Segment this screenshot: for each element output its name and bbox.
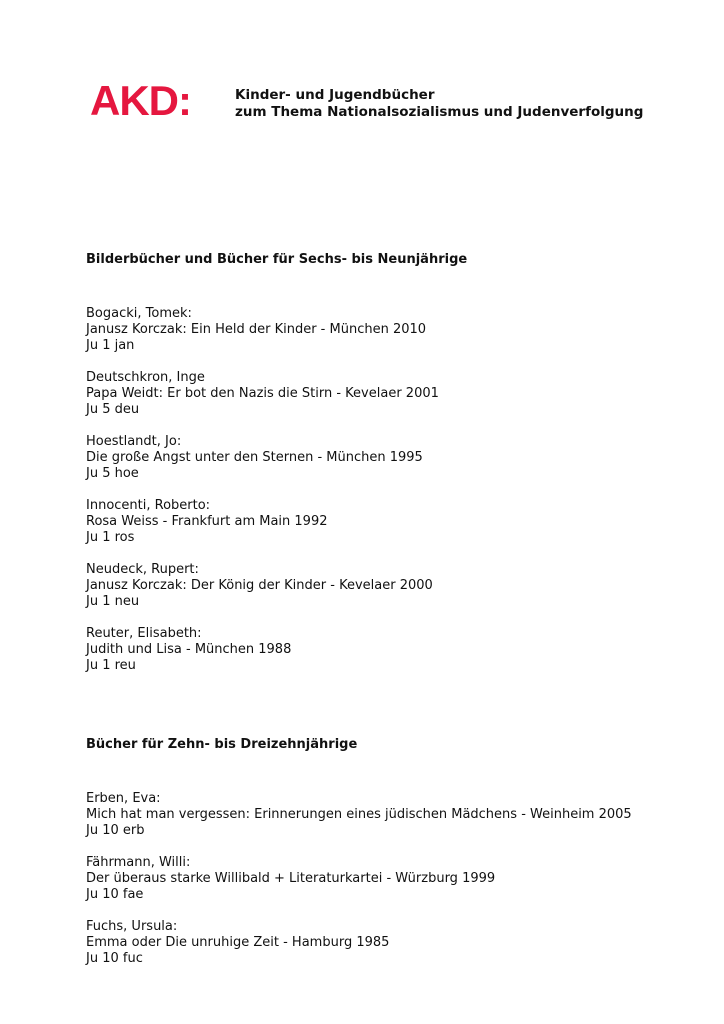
book-title: Der überaus starke Willibald + Literaturkartei - Würzburg 1999: [86, 871, 496, 886]
book-signature: Ju 10 erb: [86, 823, 145, 838]
book-entry: [86, 306, 686, 354]
book-entry: [86, 434, 686, 482]
book-author: Innocenti, Roberto:: [86, 498, 211, 513]
document-title-line-2: zum Thema Nationalsozialismus und Judenverfolgung: [235, 104, 644, 120]
section-six-to-nine: [86, 252, 686, 690]
book-entry: [86, 562, 686, 610]
book-entry: [86, 626, 686, 674]
book-signature: Ju 5 hoe: [86, 466, 139, 481]
book-entry: [86, 370, 686, 418]
book-entry: [86, 919, 686, 967]
book-title: Judith und Lisa - München 1988: [86, 642, 292, 657]
book-title: Janusz Korczak: Ein Held der Kinder - München 2010: [86, 322, 427, 337]
book-entry: [86, 855, 686, 903]
book-title: Janusz Korczak: Der König der Kinder - Kevelaer 2000: [86, 578, 433, 593]
section-heading: Bücher für Zehn- bis Dreizehnjährige: [86, 737, 358, 752]
book-signature: Ju 10 fuc: [86, 951, 143, 966]
book-author: Deutschkron, Inge: [86, 370, 205, 385]
book-signature: Ju 1 reu: [86, 658, 136, 673]
book-signature: Ju 1 neu: [86, 594, 140, 609]
section-heading: Bilderbücher und Bücher für Sechs- bis Neunjährige: [86, 252, 468, 267]
section-ten-to-thirteen: [86, 737, 686, 983]
book-title: Papa Weidt: Er bot den Nazis die Stirn - Kevelaer 2001: [86, 386, 439, 401]
book-author: Erben, Eva:: [86, 791, 161, 806]
book-author: Hoestlandt, Jo:: [86, 434, 182, 449]
document-title-line-1: Kinder- und Jugendbücher: [235, 87, 435, 103]
book-signature: Ju 1 jan: [86, 338, 135, 353]
book-title: Emma oder Die unruhige Zeit - Hamburg 1985: [86, 935, 390, 950]
book-title: Mich hat man vergessen: Erinnerungen eines jüdischen Mädchens - Weinheim 2005: [86, 807, 632, 822]
book-author: Fährmann, Willi:: [86, 855, 191, 870]
book-author: Neudeck, Rupert:: [86, 562, 199, 577]
book-entry: [86, 498, 686, 546]
book-author: Bogacki, Tomek:: [86, 306, 192, 321]
document-title: [235, 87, 643, 121]
book-signature: Ju 10 fae: [86, 887, 144, 902]
book-title: Rosa Weiss - Frankfurt am Main 1992: [86, 514, 328, 529]
book-author: Fuchs, Ursula:: [86, 919, 178, 934]
book-title: Die große Angst unter den Sternen - München 1995: [86, 450, 423, 465]
book-entry: [86, 791, 686, 839]
akd-logo: AKD:: [90, 77, 191, 124]
book-signature: Ju 1 ros: [86, 530, 135, 545]
book-signature: Ju 5 deu: [86, 402, 140, 417]
book-author: Reuter, Elisabeth:: [86, 626, 202, 641]
